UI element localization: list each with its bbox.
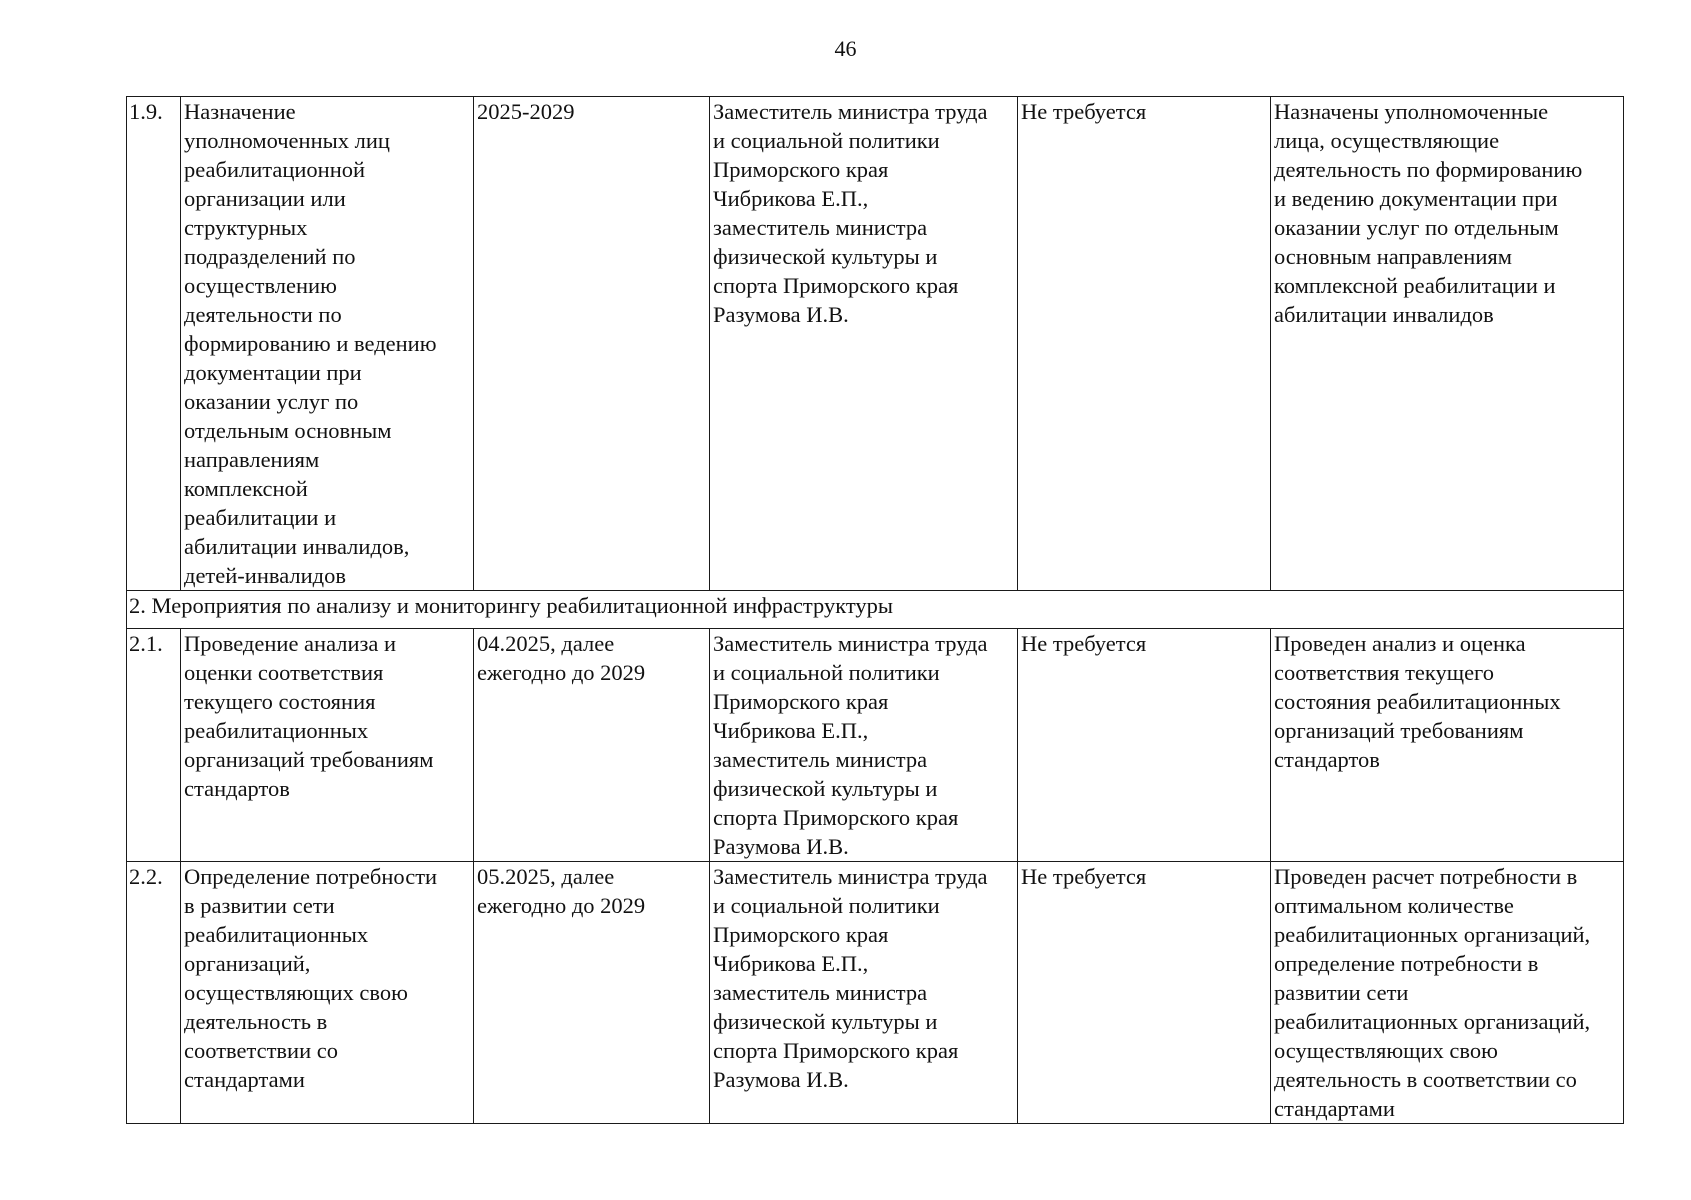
measure-name-cell	[181, 862, 474, 1124]
page-number: 46	[834, 36, 857, 61]
cell-line: Чибрикова Е.П.,	[713, 718, 869, 743]
funding-cell	[1018, 97, 1271, 591]
table-row	[127, 862, 1624, 1124]
cell-line: реабилитационных	[184, 718, 369, 743]
cell-line: 2025-2029	[477, 99, 575, 124]
cell-line: Назначение	[184, 99, 296, 124]
funding	[1021, 629, 1267, 658]
cell-line: комплексной	[184, 476, 308, 501]
cell-line: физической культуры и	[713, 244, 938, 269]
result-cell	[1271, 97, 1624, 591]
cell-line: формированию и ведению	[184, 331, 437, 356]
cell-line: лица, осуществляющие	[1274, 128, 1500, 153]
section-row	[127, 591, 1624, 629]
cell-line: Не требуется	[1021, 864, 1147, 889]
cell-line: Приморского края	[713, 922, 889, 947]
measure-name	[184, 629, 470, 803]
cell-line: спорта Приморского края	[713, 273, 959, 298]
cell-line: 05.2025, далее	[477, 864, 615, 889]
cell-line: оценки соответствия	[184, 660, 384, 685]
cell-line: Не требуется	[1021, 99, 1147, 124]
result-cell	[1271, 629, 1624, 862]
cell-line: реабилитационных организаций,	[1274, 1009, 1591, 1034]
cell-line: и социальной политики	[713, 893, 940, 918]
cell-line: реабилитационной	[184, 157, 366, 182]
cell-line: Проведен анализ и оценка	[1274, 631, 1526, 656]
cell-line: Заместитель министра труда	[713, 99, 988, 124]
cell-line: деятельности по	[184, 302, 342, 327]
funding-cell	[1018, 629, 1271, 862]
cell-line: осуществлению	[184, 273, 337, 298]
cell-line: определение потребности в	[1274, 951, 1539, 976]
cell-line: реабилитационных организаций,	[1274, 922, 1591, 947]
cell-line: деятельность в	[184, 1009, 328, 1034]
cell-line: структурных	[184, 215, 308, 240]
cell-line: Чибрикова Е.П.,	[713, 951, 869, 976]
result	[1274, 629, 1620, 774]
cell-line: стандартами	[184, 1067, 305, 1092]
measure-name	[184, 862, 470, 1094]
cell-line: Заместитель министра труда	[713, 864, 988, 889]
cell-line: документации при	[184, 360, 362, 385]
term	[477, 862, 706, 920]
cell-line: оптимальном количестве	[1274, 893, 1514, 918]
term-cell	[474, 629, 710, 862]
cell-line: стандартов	[184, 776, 290, 801]
cell-line: уполномоченных лиц	[184, 128, 390, 153]
measure-name-cell	[181, 97, 474, 591]
cell-line: основным направлениям	[1274, 244, 1512, 269]
cell-line: Разумова И.В.	[713, 834, 849, 859]
row-number: 1.9.	[129, 99, 163, 124]
cell-line: заместитель министра	[713, 980, 928, 1005]
result	[1274, 862, 1620, 1123]
cell-line: Определение потребности	[184, 864, 438, 889]
cell-line: в развитии сети	[184, 893, 335, 918]
section-heading-cell	[127, 591, 1624, 629]
cell-line: оказании услуг по	[184, 389, 359, 414]
cell-line: Не требуется	[1021, 631, 1147, 656]
cell-line: подразделений по	[184, 244, 356, 269]
funding	[1021, 862, 1267, 891]
term-cell	[474, 97, 710, 591]
cell-line: спорта Приморского края	[713, 1038, 959, 1063]
funding	[1021, 97, 1267, 126]
cell-line: организаций,	[184, 951, 311, 976]
cell-line: Назначены уполномоченные	[1274, 99, 1549, 124]
cell-line: Приморского края	[713, 157, 889, 182]
cell-line: Разумова И.В.	[713, 302, 849, 327]
cell-line: организаций требованиям	[1274, 718, 1524, 743]
cell-line: и ведению документации при	[1274, 186, 1558, 211]
section-heading: 2. Мероприятия по анализу и мониторингу реабилитационной инфраструктуры	[129, 593, 894, 618]
table-row	[127, 629, 1624, 862]
row-number-cell	[127, 862, 181, 1124]
cell-line: оказании услуг по отдельным	[1274, 215, 1559, 240]
responsible-cell	[710, 97, 1018, 591]
cell-line: осуществляющих свою	[184, 980, 408, 1005]
cell-line: Разумова И.В.	[713, 1067, 849, 1092]
cell-line: комплексной реабилитации и	[1274, 273, 1556, 298]
responsible-cell	[710, 629, 1018, 862]
responsible	[713, 862, 1014, 1094]
result	[1274, 97, 1620, 329]
cell-line: Приморского края	[713, 689, 889, 714]
measure-name	[184, 97, 470, 590]
cell-line: деятельность в соответствии со	[1274, 1067, 1577, 1092]
cell-line: ежегодно до 2029	[477, 660, 646, 685]
cell-line: Проведен расчет потребности в	[1274, 864, 1578, 889]
cell-line: Проведение анализа и	[184, 631, 397, 656]
term	[477, 629, 706, 687]
cell-line: стандартов	[1274, 747, 1380, 772]
row-number-cell	[127, 629, 181, 862]
cell-line: деятельность по формированию	[1274, 157, 1583, 182]
cell-line: осуществляющих свою	[1274, 1038, 1498, 1063]
cell-line: состояния реабилитационных	[1274, 689, 1561, 714]
result-cell	[1271, 862, 1624, 1124]
cell-line: организации или	[184, 186, 346, 211]
table-row	[127, 97, 1624, 591]
responsible	[713, 629, 1014, 861]
responsible	[713, 97, 1014, 329]
cell-line: физической культуры и	[713, 1009, 938, 1034]
responsible-cell	[710, 862, 1018, 1124]
cell-line: заместитель министра	[713, 215, 928, 240]
cell-line: соответствия текущего	[1274, 660, 1494, 685]
cell-line: организаций требованиям	[184, 747, 434, 772]
cell-line: Заместитель министра труда	[713, 631, 988, 656]
measures-table	[126, 96, 1624, 1124]
row-number: 2.1.	[129, 631, 163, 656]
row-number-cell	[127, 97, 181, 591]
cell-line: абилитации инвалидов	[1274, 302, 1494, 327]
row-number: 2.2.	[129, 864, 163, 889]
cell-line: физической культуры и	[713, 776, 938, 801]
cell-line: детей-инвалидов	[184, 563, 346, 588]
cell-line: Чибрикова Е.П.,	[713, 186, 869, 211]
cell-line: реабилитации и	[184, 505, 337, 530]
term-cell	[474, 862, 710, 1124]
cell-line: соответствии со	[184, 1038, 338, 1063]
cell-line: развитии сети	[1274, 980, 1409, 1005]
cell-line: направлениям	[184, 447, 320, 472]
cell-line: спорта Приморского края	[713, 805, 959, 830]
cell-line: ежегодно до 2029	[477, 893, 646, 918]
funding-cell	[1018, 862, 1271, 1124]
cell-line: отдельным основным	[184, 418, 392, 443]
cell-line: текущего состояния	[184, 689, 376, 714]
cell-line: реабилитационных	[184, 922, 369, 947]
term	[477, 97, 706, 126]
cell-line: и социальной политики	[713, 128, 940, 153]
cell-line: заместитель министра	[713, 747, 928, 772]
cell-line: 04.2025, далее	[477, 631, 615, 656]
cell-line: и социальной политики	[713, 660, 940, 685]
measure-name-cell	[181, 629, 474, 862]
measures-table-body	[127, 97, 1624, 1124]
cell-line: стандартами	[1274, 1096, 1395, 1121]
cell-line: абилитации инвалидов,	[184, 534, 410, 559]
